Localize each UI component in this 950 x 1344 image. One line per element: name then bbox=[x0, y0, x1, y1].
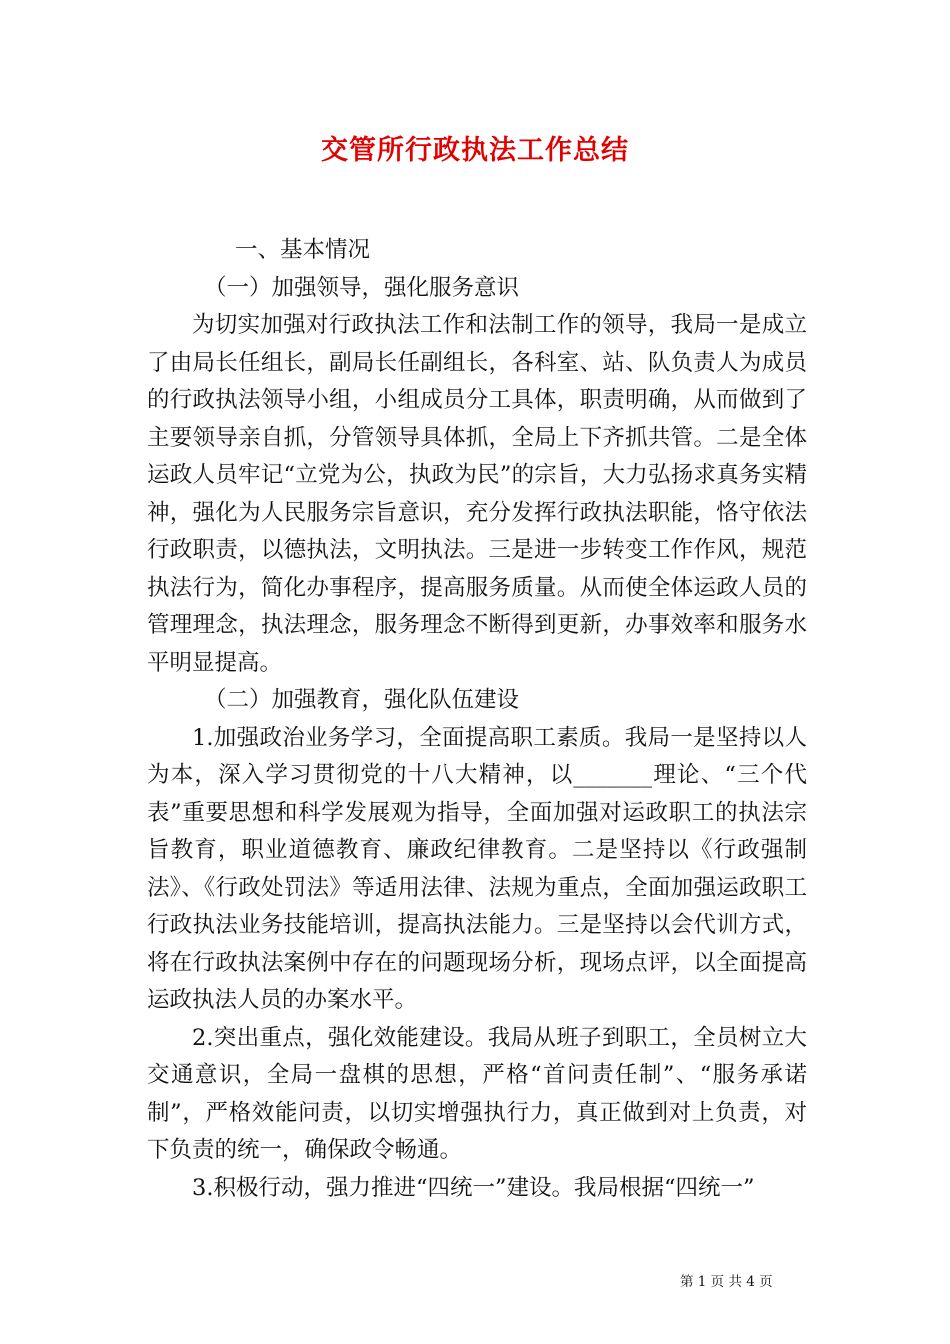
subsection-heading-education: （二）加强教育，强化队伍建设 bbox=[204, 687, 520, 713]
page-number: 第 1 页 共 4 页 bbox=[680, 1274, 773, 1290]
document-title: 交管所行政执法工作总结 bbox=[321, 135, 629, 166]
section-heading-basic-situation: 一、基本情况 bbox=[235, 237, 371, 263]
paragraph-efficiency: 2.突出重点，强化效能建设。我局从班子到职工，全员树立大交通意识，全局一盘棋的思想，严格“首问责任制”、“服务承诺制”，严格效能问责，以切实增强执行力，真正做到对上负责，对下负责的统一，确保政令畅通。 bbox=[147, 1024, 807, 1163]
paragraph-political-study: 1.加强政治业务学习，全面提高职工素质。我局一是坚持以人为本，深入学习贯彻党的十八大精神，以_______理论、“三个代表”重要思想和科学发展观为指导，全面加强对运政职工的执法宗旨教育，职业道德教育、廉政纪律教育。二是坚持以《行政强制法》、《行政处罚法》等适用法律、法规为重点，全面加强运政职工行政执法业务技能培训，提高执法能力。三是坚持以会代训方式，将在行政执法案例中存在的问题现场分析，现场点评，以全面提高运政执法人员的办案水平。 bbox=[147, 724, 807, 1013]
paragraph-four-unifications: 3.积极行动，强力推进“四统一”建设。我局根据“四统一” bbox=[192, 1174, 755, 1201]
document-body bbox=[147, 232, 807, 1207]
subsection-heading-leadership: （一）加强领导，强化服务意识 bbox=[204, 274, 520, 301]
paragraph-leadership: 为切实加强对行政执法工作和法制工作的领导，我局一是成立了由局长任组长，副局长任副组长，各科室、站、队负责人为成员的行政执法领导小组，小组成员分工具体，职责明确，从而做到了主要领导亲自抓，分管领导具体抓，全局上下齐抓共管。二是全体运政人员牢记“立党为公，执政为民”的宗旨，大力弘扬求真务实精神，强化为人民服务宗旨意识，充分发挥行政执法职能，恪守依法行政职责，以德执法，文明执法。三是进一步转变工作作风，规范执法行为，简化办事程序，提高服务质量。从而使全体运政人员的管理理念，执法理念，服务理念不断得到更新，办事效率和服务水平明显提高。 bbox=[147, 312, 807, 676]
